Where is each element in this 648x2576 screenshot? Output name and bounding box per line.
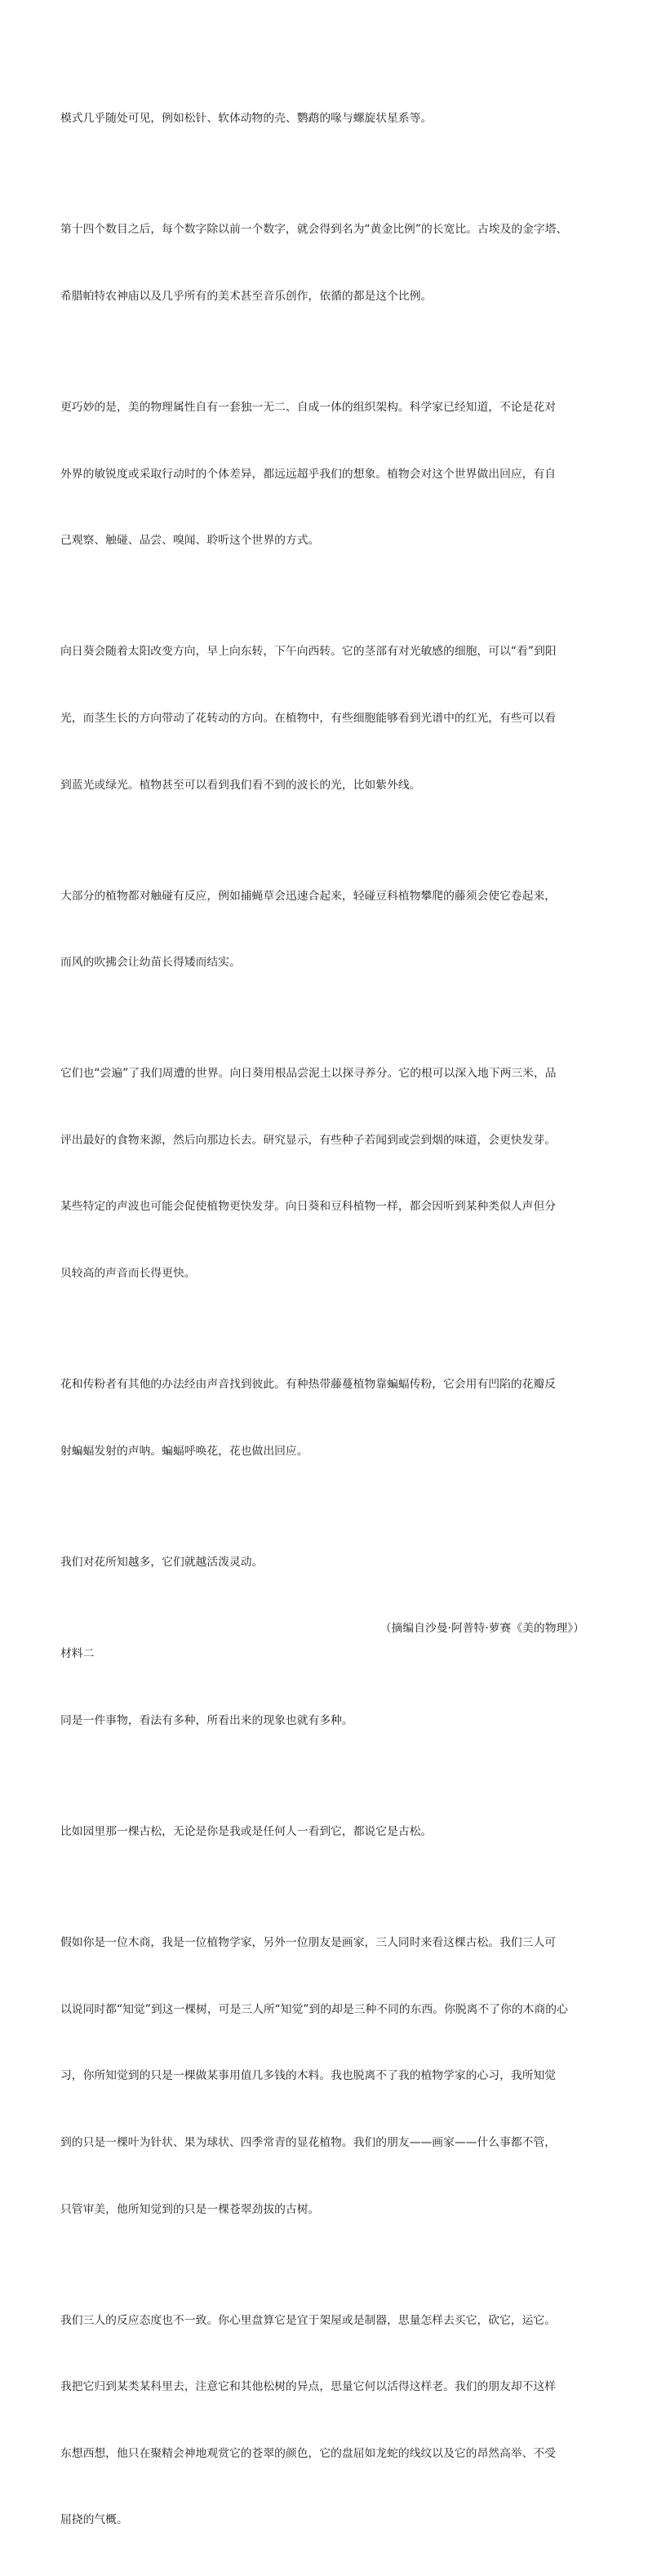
text-line: 希腊帕特农神庙以及几乎所有的美术甚至音乐创作，依循的都是这个比例。 xyxy=(60,290,433,304)
text-line: 向日葵会随着太阳改变方向，早上向东转，下午向西转。它的茎部有对光敏感的细胞，可以“看”到阳 xyxy=(60,645,557,659)
paragraph xyxy=(60,597,591,841)
paragraph xyxy=(60,1888,591,2265)
paragraph xyxy=(60,1777,591,1888)
material-two-section xyxy=(60,1643,591,2576)
text-line: 同是一件事物，看法有多种，所看出来的现象也就有多种。 xyxy=(60,1714,353,1728)
text-line: 只管审美，他所知觉到的只是一棵苍翠劲拔的古树。 xyxy=(60,2202,320,2216)
text-line: 光，而茎生长的方向带动了花转动的方向。在植物中，有些细胞能够看到光谱中的红光，有些可以看 xyxy=(60,711,557,725)
paragraph xyxy=(60,1666,591,1777)
text-line: 我把它归到某类某科里去，注意它和其他松树的异点，思量它何以活得这样老。我们的朋友却不这样 xyxy=(60,2380,557,2394)
text-line: 己观察、触碰、品尝、嗅闻、聆听这个世界的方式。 xyxy=(60,534,320,548)
text-line: 屈挠的气概。 xyxy=(60,2513,128,2527)
paragraph xyxy=(60,841,591,1019)
text-line: 评出最好的食物来源，然后向那边长去。研究显示，有些种子若闻到或尝到烟的味道，会更快发芽。 xyxy=(60,1133,557,1147)
paragraph xyxy=(60,64,591,175)
text-line: 而风的吹拂会让幼苗长得矮而结实。 xyxy=(60,956,241,970)
text-line: 以说同时都“知觉”到这一棵树，可是三人所“知觉”到的却是三种不同的东西。你脱离不了你的木商的心 xyxy=(60,2002,568,2016)
text-line: 更巧妙的是，美的物理属性自有一套独一无二、自成一体的组织架构。科学家已经知道，不论是花对 xyxy=(60,401,557,415)
text-line: 我们三人的反应态度也不一致。你心里盘算它是宜于架屋或是制器，思量怎样去买它，砍它，运它。 xyxy=(60,2313,557,2327)
text-line: 比如园里那一棵古松，无论是你是我或是任何人一看到它，都说它是古松。 xyxy=(60,1825,433,1839)
text-line: 它们也“尝遍”了我们周遭的世界。向日葵用根品尝泥土以探寻养分。它的根可以深入地下两三米，品 xyxy=(60,1067,557,1081)
text-line: 第十四个数目之后，每个数字除以前一个数字，就会得到名为“黄金比例”的长宽比。古埃及的金字塔、 xyxy=(60,223,568,237)
text-line: 我们对花所知越多，它们就越活泼灵动。 xyxy=(60,1555,264,1569)
paragraph xyxy=(60,175,591,353)
text-line: 模式几乎随处可见，例如松针、软体动物的壳、鹦鹉的喙与螺旋状星系等。 xyxy=(60,112,433,126)
text-line: 花和传粉者有其他的办法经由声音找到彼此。有种热带藤蔓植物靠蝙蝠传粉，它会用有凹陷的花瓣反 xyxy=(60,1377,557,1391)
paragraph xyxy=(60,2265,591,2576)
text-line: 到的只是一棵叶为针状、果为球状、四季常青的显花植物。我们的朋友——画家——什么事都不管， xyxy=(60,2135,557,2149)
section-heading: 材料二 xyxy=(60,1647,95,1661)
text-line: 东想西想，他只在聚精会神地观赏它的苍翠的颜色，它的盘屈如龙蛇的线纹以及它的昂然高举、不受 xyxy=(60,2446,557,2460)
citation: （摘编自沙曼·阿普特·萝赛《美的物理》） xyxy=(379,1622,584,1636)
text-line: 大部分的植物都对触碰有反应，例如捕蝇草会迅速合起来，轻碰豆科植物攀爬的藤须会使它卷起来， xyxy=(60,889,557,903)
text-line: 外界的敏锐度或采取行动时的个体差异，都远远超乎我们的想象。植物会对这个世界做出回应，有自 xyxy=(60,467,557,481)
paragraph xyxy=(60,353,591,597)
paragraph xyxy=(60,1019,591,1330)
text-line: 习，你所知觉到的只是一棵做某事用值几多钱的木料。我也脱离不了我的植物学家的心习，我所知觉 xyxy=(60,2069,557,2083)
text-line: 到蓝光或绿光。植物甚至可以看到我们看不到的波长的光，比如紫外线。 xyxy=(60,778,421,792)
paragraph xyxy=(60,1330,591,1508)
paragraph xyxy=(60,1507,591,1618)
text-line: 射蝙蝠发射的声呐。蝙蝠呼唤花，花也做出回应。 xyxy=(60,1444,308,1458)
material-one-section xyxy=(60,64,591,1640)
document-page xyxy=(60,64,591,2576)
text-line: 假如你是一位木商，我是一位植物学家，另外一位朋友是画家，三人同时来看这棵古松。我们三人可 xyxy=(60,1936,557,1950)
text-line: 某些特定的声波也可能会促使植物更快发芽。向日葵和豆科植物一样，都会因听到某种类似人声但分 xyxy=(60,1200,557,1214)
text-line: 贝较高的声音而长得更快。 xyxy=(60,1266,196,1280)
